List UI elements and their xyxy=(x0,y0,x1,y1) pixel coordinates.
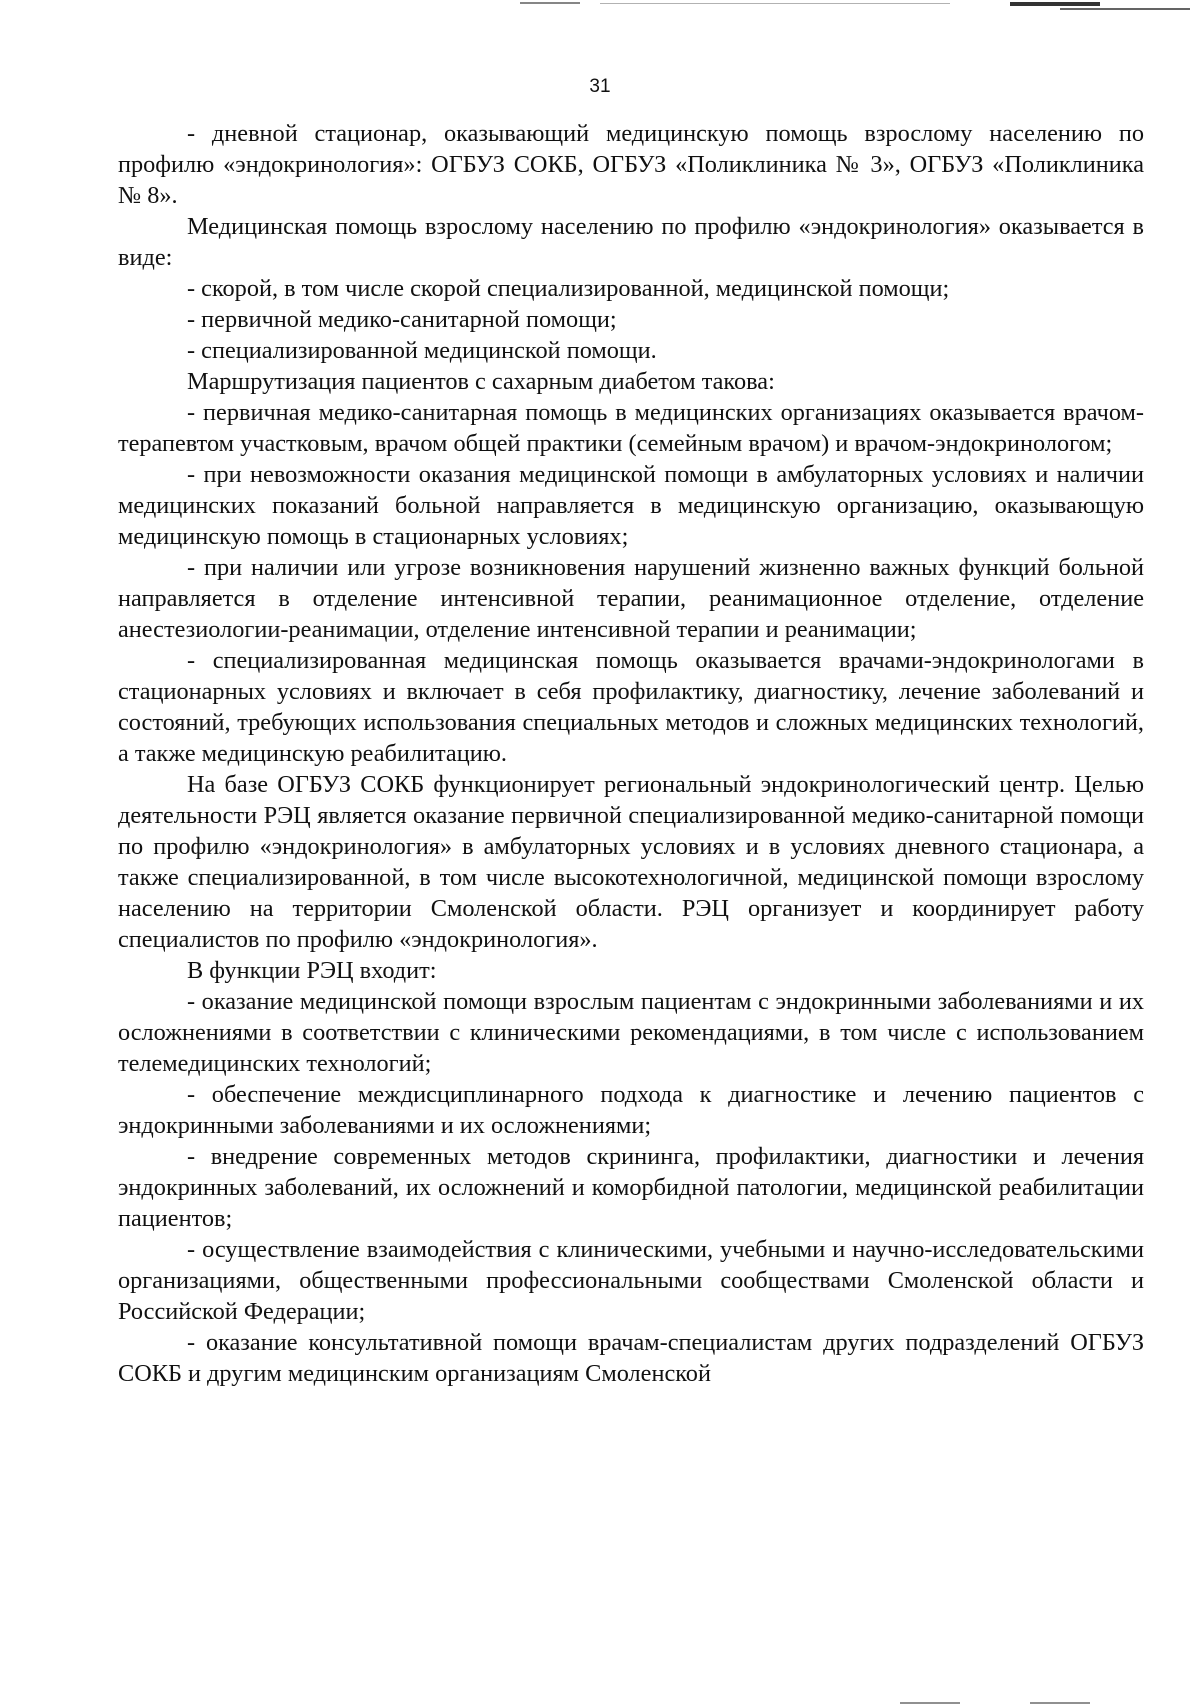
scan-artifact-line xyxy=(520,2,580,4)
paragraph: - обеспечение междисциплинарного подхода к диагностике и лечению пациентов с эндокринными заболеваниями и их осложнениями; xyxy=(118,1081,1144,1139)
paragraph: - при невозможности оказания медицинской помощи в амбулаторных условиях и наличии медицинских показаний больной направляется в медицинскую организацию, оказывающую медицинскую помощь в стационарных условиях; xyxy=(118,461,1144,550)
paragraph: - внедрение современных методов скрининга, профилактики, диагностики и лечения эндокринных заболеваний, их осложнений и коморбидной патологии, медицинской реабилитации пациентов; xyxy=(118,1143,1144,1232)
scan-artifact-line xyxy=(1010,2,1100,6)
paragraph: - первичной медико-санитарной помощи; xyxy=(187,306,617,333)
scan-artifact-line xyxy=(1030,1702,1090,1704)
paragraph: - дневной стационар, оказывающий медицинскую помощь взрослому населению по профилю «эндокринология»: ОГБУЗ СОКБ, ОГБУЗ «Поликлиника № 3», ОГБУЗ «Поликлиника № 8». xyxy=(118,120,1144,209)
paragraph: - при наличии или угрозе возникновения нарушений жизненно важных функций больной направляется в отделение интенсивной терапии, реанимационное отделение, отделение анестезиологии-реанимации, отделение интенсивной терапии и реанимации; xyxy=(118,554,1144,643)
paragraph: - первичная медико-санитарная помощь в медицинских организациях оказывается врачом-терапевтом участковым, врачом общей практики (семейным врачом) и врачом-эндокринологом; xyxy=(118,399,1144,457)
page-number: 31 xyxy=(589,76,611,97)
scan-artifact-line xyxy=(1060,8,1190,10)
paragraph: Маршрутизация пациентов с сахарным диабетом такова: xyxy=(187,368,775,395)
paragraph: - оказание медицинской помощи взрослым пациентам с эндокринными заболеваниями и их осложнениями в соответствии с клиническими рекомендациями, в том числе с использованием телемедицинских технологий; xyxy=(118,988,1144,1077)
paragraph: - осуществление взаимодействия с клиническими, учебными и научно-исследовательскими организациями, общественными профессиональными сообществами Смоленской области и Российской Федерации; xyxy=(118,1236,1144,1325)
paragraph: Медицинская помощь взрослому населению по профилю «эндокринология» оказывается в виде: xyxy=(118,213,1144,271)
paragraph: На базе ОГБУЗ СОКБ функционирует региональный эндокринологический центр. Целью деятельности РЭЦ является оказание первичной специализированной медико-санитарной помощи по профилю «эндокринология» в амбулаторных условиях и в условиях дневного стационара, а также специализированной, в том числе высокотехнологичной, медицинской помощи взрослому населению на территории Смоленской области. РЭЦ организует и координирует работу специалистов по профилю «эндокринология». xyxy=(118,771,1144,953)
paragraph: - оказание консультативной помощи врачам-специалистам других подразделений ОГБУЗ СОКБ и другим медицинским организациям Смоленской xyxy=(118,1329,1144,1387)
document-body xyxy=(118,118,1144,1389)
paragraph: В функции РЭЦ входит: xyxy=(187,957,437,984)
scan-artifact-line xyxy=(600,3,950,4)
paragraph: - специализированная медицинская помощь оказывается врачами-эндокринологами в стационарных условиях и включает в себя профилактику, диагностику, лечение заболеваний и состояний, требующих использования специальных методов и сложных медицинских технологий, а также медицинскую реабилитацию. xyxy=(118,647,1144,767)
paragraph: - специализированной медицинской помощи. xyxy=(187,337,657,364)
paragraph: - скорой, в том числе скорой специализированной, медицинской помощи; xyxy=(187,275,950,302)
scan-artifact-line xyxy=(900,1702,960,1704)
